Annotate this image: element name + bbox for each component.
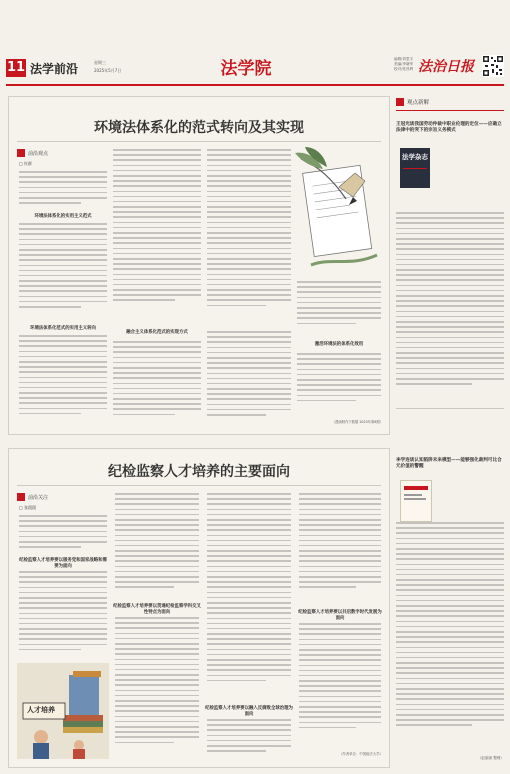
- issue-date: 2025年5月7日: [94, 68, 122, 73]
- body-text: [396, 522, 504, 752]
- book2-cover: [400, 480, 432, 522]
- body-text: [113, 341, 201, 429]
- article-discipline-inspection: [8, 448, 390, 768]
- column-tag: [17, 493, 48, 501]
- book2-title: 李学连谈认知陷阱未来模型——能够强化裁判可比合元价值的警醒: [396, 458, 502, 470]
- sidebar-divider: [396, 408, 504, 409]
- subhead: 融合主义体系化范式的实现方式: [126, 330, 188, 335]
- body-text: [207, 149, 291, 325]
- body-text: [19, 223, 107, 321]
- body-text: [396, 212, 504, 402]
- page-header: [6, 55, 504, 81]
- subhead: 纪检监察人才培养要以共启数字时代发展为面向: [298, 610, 382, 621]
- subhead: 环境法体系化的实用主义范式: [34, 214, 92, 219]
- book1-title: 王冠光谈我国劳动仲裁中职业伦理的定位——应确立法律中的突下的宗旨义务模式: [396, 122, 502, 134]
- body-text: [115, 617, 199, 759]
- center-title: 法学院: [220, 59, 272, 79]
- body-text: [115, 493, 199, 599]
- sidebar-header-label: 观点新解: [407, 100, 430, 106]
- subhead: 环境法体系化范式的实用主义转向: [30, 326, 96, 331]
- author: □ 张璟璟: [19, 505, 37, 510]
- book1-cover: [400, 148, 430, 188]
- title-rule: [17, 485, 381, 486]
- subhead: 纪检监察人才培养要以贯通纪检监察学科交叉性特点为面向: [113, 604, 201, 615]
- image-label: 人才培养: [27, 706, 55, 714]
- author: □ 杜群: [19, 161, 33, 166]
- sidebar-header: [396, 98, 429, 106]
- column-tag-icon: [17, 493, 25, 501]
- editor-note: （赵丽丽 整理）: [477, 756, 504, 760]
- body-text: [297, 281, 381, 337]
- subhead: 激活环境法的体系化效用: [314, 342, 364, 347]
- column-tag-label: 前沿关注: [28, 494, 49, 501]
- body-text: [207, 719, 291, 759]
- editor-line: 校对/张昌利: [394, 67, 414, 71]
- editor-block: [394, 57, 413, 72]
- illustration: [291, 147, 383, 277]
- section-name: 法学前沿: [30, 62, 79, 76]
- title-rule: [17, 141, 381, 142]
- body-text: [207, 493, 291, 701]
- column-tag-label: 前沿观点: [28, 150, 49, 157]
- body-text: [19, 515, 107, 555]
- column-tag: [17, 149, 48, 157]
- sidebar-rule: [396, 110, 504, 111]
- subhead: 纪检监察人才培养要以融入反腐败全球治理为面向: [205, 706, 293, 717]
- body-text: [207, 331, 291, 429]
- editor-line: 美编/李晓军: [394, 62, 414, 66]
- subhead: 纪检监察人才培养要以服务党和国家战略和需要为面向: [19, 558, 107, 569]
- editor-line: 编辑/刘思宇: [394, 57, 414, 61]
- body-text: [19, 171, 107, 211]
- body-text: [19, 571, 107, 661]
- sidebar-header-icon: [396, 98, 404, 106]
- illustration-caption: （漫画制作于数据 2025年第8期）: [331, 420, 383, 424]
- qr-code-icon: [482, 55, 504, 77]
- body-text: [113, 149, 201, 317]
- masthead: 法治日报: [418, 59, 474, 75]
- body-text: [299, 623, 381, 747]
- article-title: 环境法体系化的范式转向及其实现: [94, 120, 304, 136]
- article-title: 纪检监察人才培养的主要面向: [108, 464, 290, 480]
- weekday-label: 星期三: [94, 60, 106, 65]
- article-environmental-law: [8, 96, 390, 435]
- body-text: [19, 335, 107, 429]
- sidebar: [396, 96, 504, 766]
- column-tag-icon: [17, 149, 25, 157]
- author-affiliation: （作者单位：中国政法大学）: [338, 752, 383, 756]
- article-image: [17, 663, 109, 759]
- body-text: [299, 493, 381, 603]
- body-text: [297, 353, 381, 415]
- header-rule: [6, 84, 504, 86]
- book1-cover-title: 法学杂志: [402, 153, 428, 161]
- page-number: 11: [6, 60, 26, 75]
